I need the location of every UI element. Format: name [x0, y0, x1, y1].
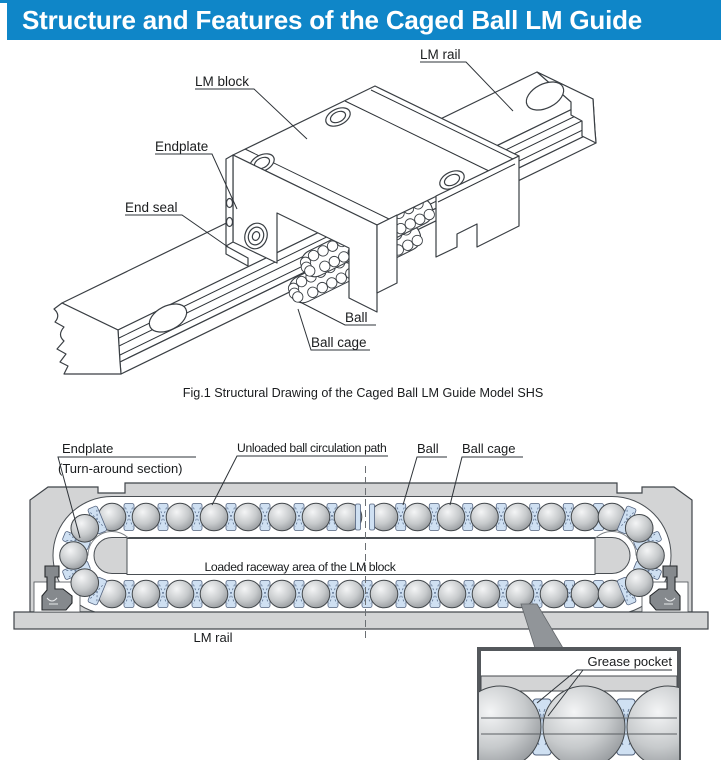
block-front-strip — [377, 215, 397, 293]
fig2-circulation-diagram — [14, 441, 709, 760]
inset-balls — [459, 686, 709, 760]
grease-pocket-inset — [459, 649, 709, 760]
label-ball-2: Ball — [417, 441, 439, 456]
label-turn-around: (Turn-around section) — [58, 461, 183, 476]
seal-screw-hole — [227, 218, 233, 227]
cage-end-piece — [356, 504, 361, 530]
label-grease-pocket: Grease pocket — [587, 654, 672, 669]
ball — [370, 580, 398, 608]
lm-rail-section — [14, 612, 708, 629]
label-unloaded-path: Unloaded ball circulation path — [237, 441, 387, 455]
fig1-caption: Fig.1 Structural Drawing of the Caged Ball LM Guide Model SHS — [182, 386, 544, 400]
ball — [571, 503, 599, 531]
ball — [132, 580, 160, 608]
ball — [234, 580, 262, 608]
page-title: Structure and Features of the Caged Ball LM Guide — [22, 5, 643, 35]
ball — [627, 686, 709, 760]
cage-end-piece — [370, 504, 375, 530]
ball — [540, 580, 568, 608]
ball — [543, 686, 625, 760]
ball — [166, 503, 194, 531]
label-loaded-raceway: Loaded raceway area of the LM block — [204, 560, 396, 574]
ball — [268, 580, 296, 608]
ball — [459, 686, 541, 760]
ball — [404, 580, 432, 608]
label-ball: Ball — [345, 310, 368, 325]
ball — [404, 503, 432, 531]
ball — [302, 580, 330, 608]
ball — [538, 503, 566, 531]
label-lm-rail-2: LM rail — [193, 630, 233, 645]
ball — [71, 569, 99, 597]
ball — [471, 503, 499, 531]
ball — [200, 503, 228, 531]
fig1-structural-drawing — [54, 47, 596, 400]
ball — [472, 580, 500, 608]
label-end-seal: End seal — [125, 200, 178, 215]
ball — [302, 503, 330, 531]
seal-screw-hole — [227, 199, 233, 208]
ball — [268, 503, 296, 531]
ball — [625, 514, 653, 542]
ball — [625, 569, 653, 597]
ball — [234, 503, 262, 531]
ball — [571, 580, 599, 608]
ball — [437, 503, 465, 531]
label-endplate: Endplate — [155, 139, 209, 154]
inset-content — [459, 676, 709, 760]
ball — [166, 580, 194, 608]
label-lm-rail: LM rail — [420, 47, 461, 62]
label-ball-cage: Ball cage — [311, 335, 367, 350]
label-ball-cage-2: Ball cage — [462, 441, 516, 456]
ball — [200, 580, 228, 608]
ball — [60, 542, 88, 570]
label-lm-block: LM block — [195, 74, 250, 89]
ball — [438, 580, 466, 608]
ball — [336, 580, 364, 608]
ball — [132, 503, 160, 531]
ball — [504, 503, 532, 531]
label-endplate-2: Endplate — [62, 441, 114, 456]
ball — [637, 542, 665, 570]
